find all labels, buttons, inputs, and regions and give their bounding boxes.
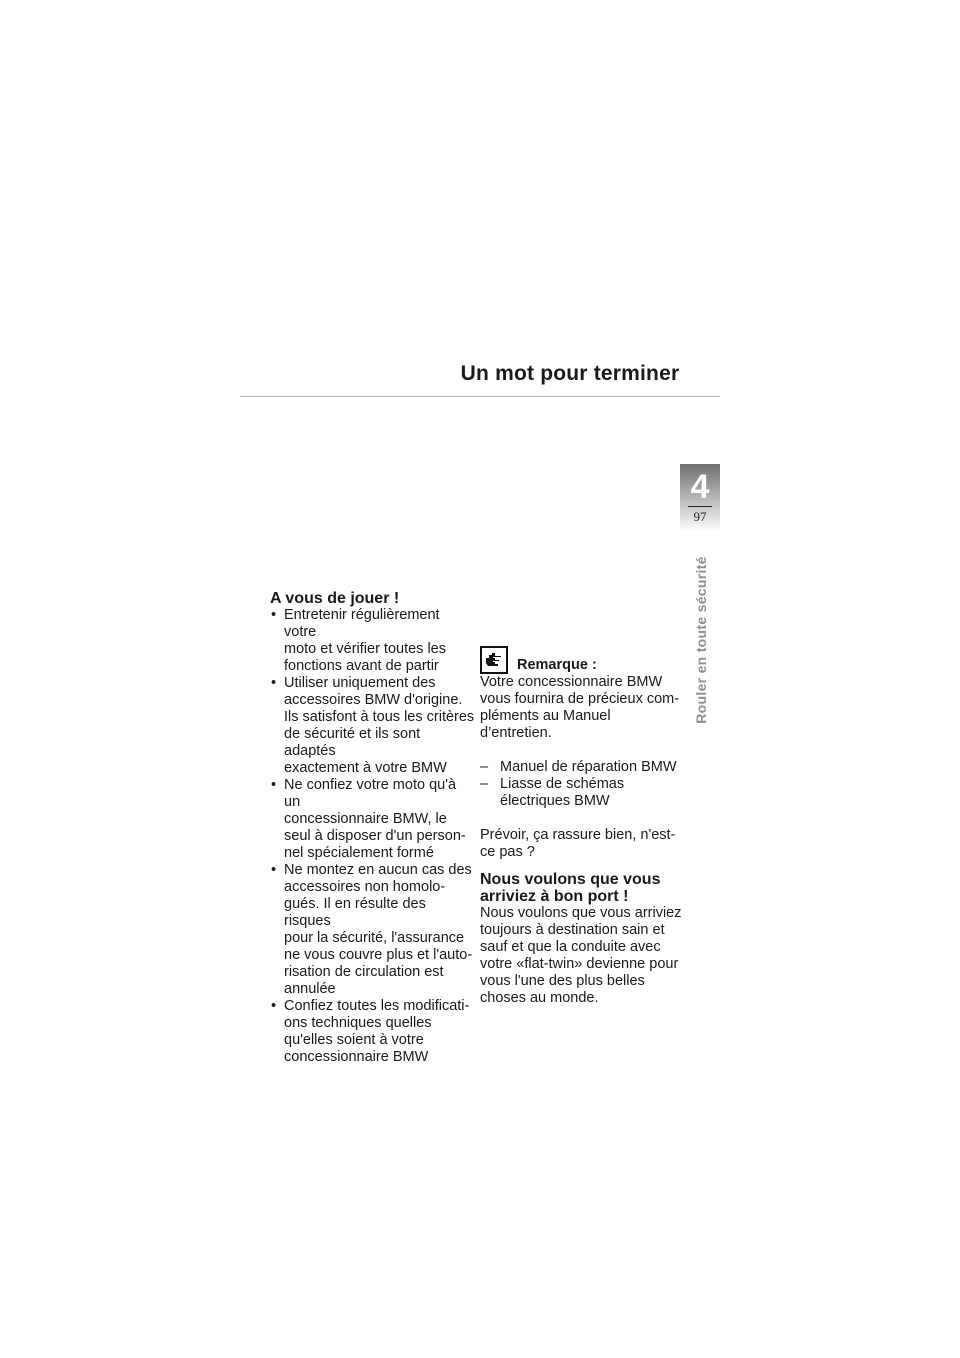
- note-label: Remarque :: [517, 657, 597, 673]
- title-rule: [240, 396, 720, 397]
- list-item: • Confiez toutes les modificati- ons techniques quelles qu'elles soient à votre concessionnaire BMW: [270, 998, 475, 1066]
- note-header: [480, 640, 685, 674]
- prevoir-text: Prévoir, ça rassure bien, n'est- ce pas ?: [480, 827, 676, 860]
- list-item: • Ne montez en aucun cas des accessoires non homolo- gués. Il en résulte des risques pour la sécurité, l'assurance ne vous couvre plus et l'auto- risation de circulation est annulée: [270, 862, 475, 998]
- left-column: [270, 590, 475, 1066]
- list-item: – Manuel de réparation BMW: [480, 759, 685, 776]
- chapter-number: 4: [690, 468, 710, 506]
- chapter-tab: [680, 464, 720, 532]
- advice-list: [270, 607, 475, 1066]
- chapter-divider: [688, 506, 712, 507]
- page-title: Un mot pour terminer: [460, 362, 680, 385]
- manuals-list: [480, 759, 685, 810]
- list-item: • Utiliser uniquement des accessoires BMW d'origine. Ils satisfont à tous les critères de sécurité et ils sont adaptés exactement à votre BMW: [270, 675, 475, 777]
- section-heading-bon-port: Nous voulons que vous arriviez à bon port !: [480, 871, 661, 905]
- hand-pointing-note-icon: [480, 646, 508, 674]
- closing-text: Nous voulons que vous arriviez toujours à destination sain et sauf et que la conduite avec votre «flat-twin» devienne pour vous l'une des plus belles choses au monde.: [480, 905, 682, 1006]
- chapter-side-label: Rouler en toute sécurité: [693, 556, 709, 724]
- list-item: • Ne confiez votre moto qu'à un concessionnaire BMW, le seul à disposer d'un person- nel spécialement formé: [270, 777, 475, 862]
- note-text: Votre concessionnaire BMW vous fournira de précieux com- pléments au Manuel d’entretien.: [480, 674, 680, 741]
- right-column: [480, 640, 685, 1007]
- list-item: – Liasse de schémas électriques BMW: [480, 776, 685, 810]
- page-number: 97: [693, 509, 707, 524]
- section-heading-a-vous-de-jouer: A vous de jouer !: [270, 590, 400, 607]
- list-item: • Entretenir régulièrement votre moto et vérifier toutes les fonctions avant de partir: [270, 607, 475, 675]
